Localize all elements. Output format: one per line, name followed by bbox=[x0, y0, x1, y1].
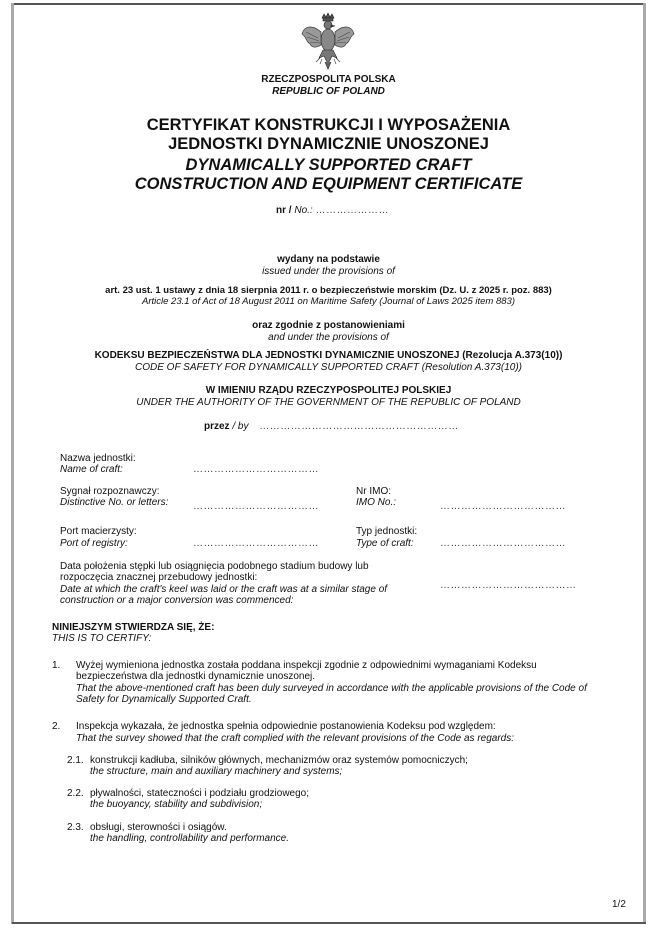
item-1-pl-line1: Wyżej wymieniona jednostka została poddana inspekcji zgodnie z odpowiednimi wymaganiami Kodeksu bbox=[76, 660, 537, 671]
port-label-en: Port of registry: bbox=[60, 538, 128, 549]
page-border-top bbox=[12, 3, 645, 5]
item-1-en-line2: Safety for Dynamically Supported Craft. bbox=[76, 694, 252, 705]
page-border-right bbox=[643, 3, 646, 924]
imo-number-field[interactable]: ……………………………… bbox=[440, 501, 566, 512]
type-label-en: Type of craft: bbox=[356, 538, 414, 549]
name-label-en: Name of craft: bbox=[60, 464, 123, 475]
act-en: Article 23.1 of Act of 18 August 2011 on Maritime Safety (Journal of Laws 2025 item 883) bbox=[142, 296, 515, 307]
polish-eagle-emblem-icon bbox=[298, 12, 358, 72]
port-of-registry-field[interactable]: ……………………………… bbox=[193, 538, 319, 549]
keel-label-pl-line1: Data położenia stępki lub osiągnięcia podobnego stadium budowy lub bbox=[60, 561, 369, 572]
authority-pl: W IMIENIU RZĄDU RZECZYPOSPOLITEJ POLSKIEJ bbox=[205, 385, 452, 396]
subitem-2-2-pl: pływalności, stateczności i podziału grodziowego; bbox=[90, 788, 310, 799]
subitem-2-3-pl: obsługi, sterowności i osiągów. bbox=[90, 822, 227, 833]
country-name-pl: RZECZPOSPOLITA POLSKA bbox=[261, 74, 396, 85]
subitem-2-3-number: 2.3. bbox=[67, 822, 84, 833]
type-of-craft-field[interactable]: ……………………………… bbox=[440, 538, 566, 549]
provisions-en: and under the provisions of bbox=[268, 332, 389, 343]
item-2-pl: Inspekcja wykazała, że jednostka spełnia odpowiednie postanowienia Kodeksu pod względem: bbox=[76, 721, 496, 732]
certify-heading-pl: NINIEJSZYM STWIERDZA SIĘ, ŻE: bbox=[52, 622, 215, 633]
certificate-number bbox=[276, 205, 389, 217]
subitem-2-1-pl: konstrukcji kadłuba, silników głównych, mechanizmów oraz systemów pomocniczych; bbox=[90, 755, 468, 766]
number-field[interactable]: ………………… bbox=[315, 205, 389, 216]
title-en-line2: CONSTRUCTION AND EQUIPMENT CERTIFICATE bbox=[134, 175, 523, 193]
title-pl-line1: CERTYFIKAT KONSTRUKCJI I WYPOSAŻENIA bbox=[146, 116, 511, 134]
code-pl: KODEKSU BEZPIECZEŃSTWA DLA JEDNOSTKI DYNAMICZNIE UNOSZONEJ (Rezolucja A.373(10)) bbox=[94, 350, 563, 361]
provisions-pl: oraz zgodnie z postanowieniami bbox=[252, 320, 405, 331]
subitem-2-1-number: 2.1. bbox=[67, 755, 84, 766]
item-2-en: That the survey showed that the craft complied with the relevant provisions of the Code as regards: bbox=[76, 733, 515, 744]
issued-en: issued under the provisions of bbox=[262, 266, 395, 277]
number-label-pl: nr / bbox=[276, 205, 292, 216]
item-1-pl-line2: bezpieczeństwa dla jednostki dynamicznie unoszonej. bbox=[76, 671, 316, 682]
distinctive-number-field[interactable]: ……………………………… bbox=[193, 501, 319, 512]
type-label-pl: Typ jednostki: bbox=[356, 526, 418, 537]
page-border-bottom bbox=[12, 922, 646, 924]
distinctive-label-en: Distinctive No. or letters: bbox=[60, 497, 169, 508]
issued-by-field[interactable]: ………………………………………………… bbox=[259, 421, 459, 432]
item-1-en-line1: That the above-mentioned craft has been duly surveyed in accordance with the applicable provisions of the Code of bbox=[76, 683, 587, 694]
subitem-2-2-number: 2.2. bbox=[67, 788, 84, 799]
authority-en: UNDER THE AUTHORITY OF THE GOVERNMENT OF THE REPUBLIC OF POLAND bbox=[136, 397, 521, 408]
code-en: CODE OF SAFETY FOR DYNAMICALLY SUPPORTED CRAFT (Resolution A.373(10)) bbox=[135, 362, 522, 373]
keel-date-field[interactable]: ………………………………… bbox=[440, 580, 577, 591]
port-label-pl: Port macierzysty: bbox=[60, 526, 137, 537]
title-en-line1: DYNAMICALLY SUPPORTED CRAFT bbox=[185, 156, 472, 174]
imo-label-en: IMO No.: bbox=[356, 497, 397, 508]
page-number: 1/2 bbox=[612, 899, 626, 910]
country-name-en: REPUBLIC OF POLAND bbox=[272, 86, 385, 97]
number-label-en: No.: bbox=[294, 205, 313, 216]
subitem-2-1-en: the structure, main and auxiliary machinery and systems; bbox=[90, 766, 343, 777]
by-label-en: / by bbox=[232, 421, 249, 432]
subitem-2-3-en: the handling, controllability and performance. bbox=[90, 833, 290, 844]
keel-label-en-line1: Date at which the craft's keel was laid or the craft was at a similar stage of bbox=[60, 584, 388, 595]
name-of-craft-field[interactable]: ……………………………… bbox=[193, 464, 319, 475]
subitem-2-2-en: the buoyancy, stability and subdivision; bbox=[90, 799, 263, 810]
certify-heading-en: THIS IS TO CERTIFY: bbox=[52, 633, 152, 644]
keel-label-en-line2: construction or a major conversion was commenced: bbox=[60, 595, 294, 606]
name-label-pl: Nazwa jednostki: bbox=[60, 453, 136, 464]
item-1-number: 1. bbox=[52, 660, 61, 671]
by-label-pl: przez bbox=[204, 421, 230, 432]
imo-label-pl: Nr IMO: bbox=[356, 486, 391, 497]
act-pl: art. 23 ust. 1 ustawy z dnia 18 sierpnia 2011 r. o bezpieczeństwie morskim (Dz. U. z 2025 r. poz. 883) bbox=[105, 285, 552, 296]
item-2-number: 2. bbox=[52, 721, 61, 732]
issued-by bbox=[204, 421, 459, 433]
title-pl-line2: JEDNOSTKI DYNAMICZNIE UNOSZONEJ bbox=[168, 135, 489, 153]
issued-pl: wydany na podstawie bbox=[277, 254, 380, 265]
distinctive-label-pl: Sygnał rozpoznawczy: bbox=[60, 486, 160, 497]
keel-label-pl-line2: rozpoczęcia znacznej przebudowy jednostki: bbox=[60, 572, 258, 583]
